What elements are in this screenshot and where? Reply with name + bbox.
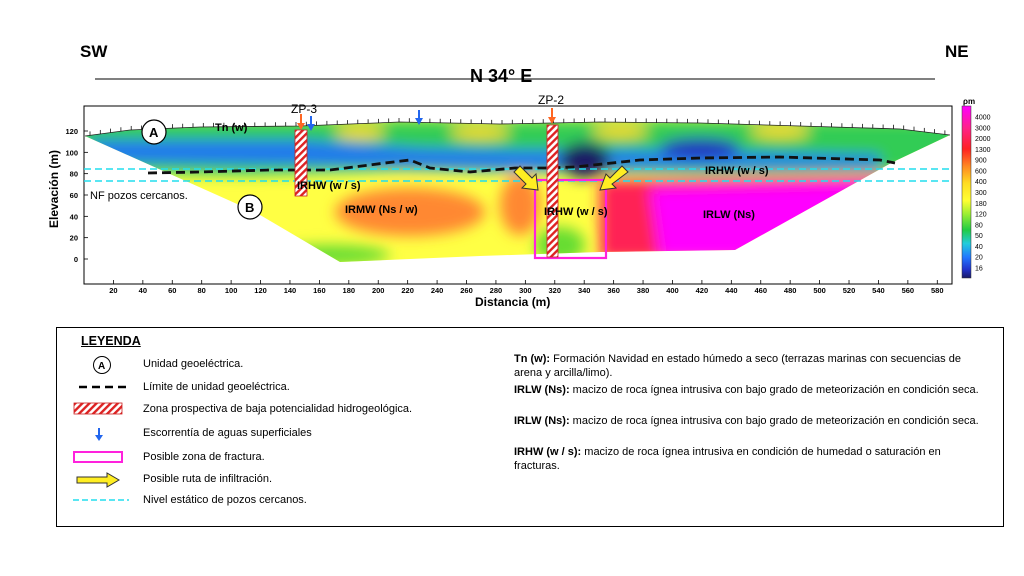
legend-text-2: macizo de roca ígnea intrusiva con bajo grado de meteorización en condición seca. [572,384,979,396]
y-axis-label: Elevación (m) [47,149,61,228]
colorbar-tick-label: 400 [975,179,987,187]
legend-definition-2 [514,384,984,398]
colorbar-tick-label: 20 [975,254,983,262]
y-tick-label: 60 [69,191,78,200]
x-tick-label: 160 [313,286,326,295]
profile-bearing: N 34° E [470,66,533,86]
colorbar-unit: ρm [963,97,976,106]
y-tick-label: 20 [69,233,78,243]
unit-label-irhw-left: IRHW (w / s) [297,180,361,192]
unit-b-marker [238,195,262,219]
x-tick-label: 180 [342,286,356,295]
point-label-zp2: ZP-2 [538,93,565,107]
legend-term-3: IRLW (Ns): [514,415,570,427]
legend-item-boundary: Límite de unidad geoeléctrica. [143,381,290,393]
x-tick-label: 100 [224,286,238,295]
legend-item-water-level: Nivel estático de pozos cercanos. [143,494,307,506]
colorbar-tick-label: 4000 [975,114,991,122]
legend-definition-1 [514,353,984,380]
legend-term-1: Tn (w): [514,353,551,365]
y-tick-label: 80 [69,169,78,179]
legend-text-1: Formación Navidad en estado húmedo a seco (terrazas marinas con secuencias de arena y arcilla/limo). [514,353,961,379]
legend-symbol-a: A [98,361,106,372]
y-tick-label: 120 [65,127,78,136]
x-tick-label: 240 [430,286,444,295]
legend-item-fracture: Posible zona de fractura. [143,451,265,463]
x-tick-label: 200 [371,286,385,295]
x-tick-label: 440 [725,286,738,295]
legend-prospect-symbol [74,403,122,414]
x-tick-label: 560 [901,286,915,295]
x-tick-label: 300 [519,286,532,295]
y-tick-label: 40 [69,212,78,222]
colorbar-tick-label: 600 [975,168,987,176]
unit-label-irhw-right: IRHW (w / s) [705,165,769,177]
legend-runoff-symbol [95,428,103,441]
x-tick-label: 460 [754,286,768,295]
x-tick-label: 80 [197,286,206,295]
y-tick-label: 0 [73,255,78,264]
legend-item-prospect: Zona prospectiva de baja potencialidad hidrogeológica. [143,403,413,415]
unit-b-letter: B [245,200,255,215]
colorbar-tick-label: 180 [975,200,987,208]
x-tick-label: 220 [401,286,414,295]
unit-a-letter: A [149,125,159,140]
point-label-zp3: ZP-3 [291,102,318,116]
x-tick-label: 480 [783,286,797,295]
unit-label-irmw: IRMW (Ns / w) [345,204,418,216]
colorbar [962,106,971,278]
unit-a-marker [142,120,166,144]
x-tick-label: 260 [460,286,473,295]
x-tick-label: 340 [577,286,591,295]
legend-fracture-symbol [74,452,122,462]
x-tick-label: 540 [872,286,885,295]
x-tick-label: 20 [109,286,118,295]
x-tick-label: 60 [168,286,177,295]
legend-text-3: macizo de roca ígnea intrusiva con bajo grado de meteorización en condición seca. [572,415,979,427]
legend-item-unit: Unidad geoeléctrica. [143,358,244,370]
legend-box [56,327,1004,527]
colorbar-tick-label: 3000 [975,125,991,133]
legend-infiltration-symbol [77,473,119,487]
colorbar-tick-label: 2000 [975,136,991,144]
prospect-zone-zp2 [547,125,558,257]
x-tick-label: 400 [666,286,679,295]
colorbar-tick-label: 80 [975,222,983,230]
x-tick-label: 280 [489,286,503,295]
x-tick-label: 360 [607,286,620,295]
colorbar-tick-label: 120 [975,211,987,219]
legend-term-4: IRHW (w / s): [514,446,582,458]
legend-definition-4 [514,446,984,473]
colorbar-tick-label: 40 [975,243,983,251]
colorbar-tick-label: 16 [975,265,983,273]
colorbar-tick-label: 50 [975,233,983,241]
legend-item-infiltration: Posible ruta de infiltración. [143,473,273,485]
x-tick-label: 580 [931,286,944,295]
unit-label-tn: Tn (w) [215,122,248,134]
legend-text-4: macizo de roca ígnea intrusiva en condición de humedad o saturación en fracturas. [514,446,941,472]
colorbar-tick-label: 1300 [975,146,991,154]
direction-sw: SW [80,42,108,61]
x-tick-label: 40 [138,286,148,295]
x-tick-label: 520 [842,286,856,295]
x-tick-label: 120 [254,286,267,295]
x-tick-label: 320 [548,286,562,295]
x-axis-label: Distancia (m) [475,295,551,309]
label-nf-wells: NF pozos cercanos. [90,190,188,202]
colorbar-tick-label: 300 [975,190,987,197]
colorbar-ticks [975,115,991,273]
legend-definition-3 [514,415,984,429]
unit-label-irlw: IRLW (Ns) [703,209,755,221]
legend-term-2: IRLW (Ns): [514,384,570,396]
y-tick-label: 100 [65,148,78,158]
x-tick-label: 140 [283,286,297,295]
direction-ne: NE [945,42,969,61]
unit-label-irhw-mid: IRHW (w / s) [544,206,608,218]
x-tick-label: 500 [813,286,826,295]
colorbar-tick-label: 900 [975,157,987,165]
legend-title: LEYENDA [81,334,141,348]
x-tick-label: 380 [636,286,650,295]
legend-item-runoff: Escorrentía de aguas superficiales [143,427,312,439]
x-tick-label: 420 [695,286,709,295]
